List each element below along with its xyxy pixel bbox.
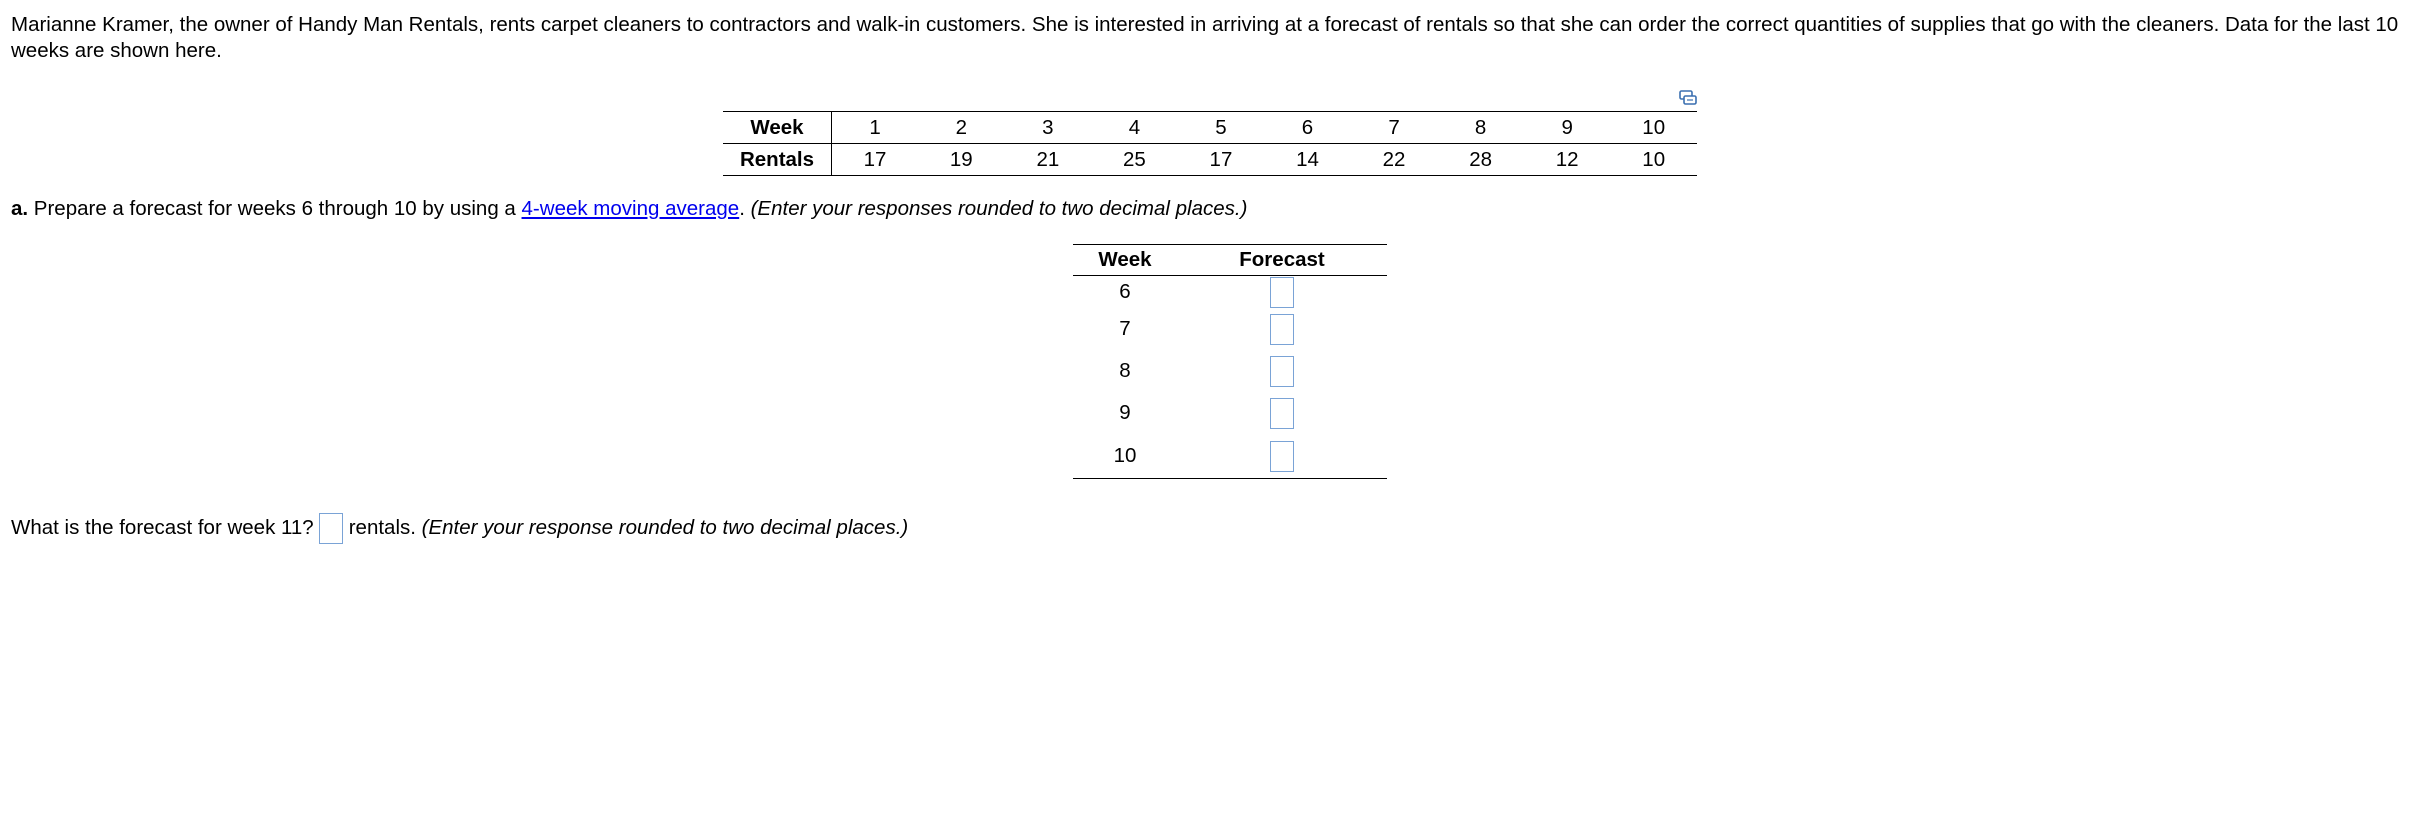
rentals-cell: 19 bbox=[918, 144, 1005, 176]
rentals-data-table bbox=[723, 111, 1697, 176]
moving-average-link[interactable]: 4-week moving average bbox=[521, 197, 740, 220]
week-11-question-text: What is the forecast for week 11? bbox=[11, 516, 314, 539]
forecast-week-header: Week bbox=[1073, 245, 1177, 276]
week-11-forecast-input[interactable] bbox=[319, 513, 343, 544]
part-a-text-after: . bbox=[739, 197, 751, 220]
part-a-instruction: (Enter your responses rounded to two decimal places.) bbox=[750, 197, 1248, 220]
forecast-week-cell: 9 bbox=[1119, 401, 1131, 424]
forecast-cell bbox=[1177, 392, 1387, 434]
week-11-question bbox=[11, 511, 908, 545]
table-row bbox=[1073, 392, 1387, 434]
forecast-week-cell: 8 bbox=[1119, 359, 1131, 382]
forecast-cell bbox=[1177, 434, 1387, 479]
part-a-label: a. bbox=[11, 197, 29, 220]
table-row bbox=[1073, 308, 1387, 350]
table-row bbox=[1073, 276, 1387, 309]
rentals-cell: 14 bbox=[1264, 144, 1351, 176]
rentals-cell: 22 bbox=[1351, 144, 1438, 176]
week-11-instruction: (Enter your response rounded to two decimal places.) bbox=[421, 516, 909, 539]
forecast-week-9-input[interactable] bbox=[1270, 398, 1294, 429]
forecast-week-cell: 7 bbox=[1119, 317, 1131, 340]
week-cell: 1 bbox=[832, 112, 919, 144]
forecast-week-6-input[interactable] bbox=[1270, 277, 1294, 308]
rentals-cell: 12 bbox=[1524, 144, 1611, 176]
part-a-question bbox=[11, 196, 1247, 222]
rentals-cell: 28 bbox=[1437, 144, 1524, 176]
table-row bbox=[1073, 434, 1387, 479]
forecast-week-cell: 10 bbox=[1073, 434, 1177, 479]
forecast-week-8-input[interactable] bbox=[1270, 356, 1294, 387]
forecast-week-7-input[interactable] bbox=[1270, 314, 1294, 345]
rentals-cell: 21 bbox=[1005, 144, 1092, 176]
copy-data-icon[interactable] bbox=[1679, 90, 1697, 106]
week-cell: 8 bbox=[1437, 112, 1524, 144]
rentals-cell: 10 bbox=[1610, 144, 1697, 176]
week-11-unit: rentals. bbox=[348, 516, 416, 539]
week-row bbox=[723, 112, 1697, 144]
week-cell: 4 bbox=[1091, 112, 1178, 144]
week-cell: 3 bbox=[1005, 112, 1092, 144]
forecast-week-cell: 6 bbox=[1119, 280, 1131, 303]
week-cell: 10 bbox=[1610, 112, 1697, 144]
week-cell: 5 bbox=[1178, 112, 1265, 144]
forecast-cell bbox=[1177, 350, 1387, 392]
week-cell: 9 bbox=[1524, 112, 1611, 144]
forecast-header-row bbox=[1073, 245, 1387, 276]
week-row-header: Week bbox=[723, 112, 832, 144]
table-row bbox=[1073, 350, 1387, 392]
week-cell: 6 bbox=[1264, 112, 1351, 144]
problem-intro: Marianne Kramer, the owner of Handy Man Rentals, rents carpet cleaners to contractors and walk-in customers. She is interested in arriving at a forecast of rentals so that she can order the correct quantities of supplies that go with the cleaners. Data for the last 10 weeks are shown here. bbox=[11, 13, 2399, 62]
rentals-cell: 17 bbox=[832, 144, 919, 176]
week-cell: 7 bbox=[1351, 112, 1438, 144]
rentals-cell: 17 bbox=[1178, 144, 1265, 176]
rentals-row bbox=[723, 144, 1697, 176]
forecast-table bbox=[1073, 244, 1387, 479]
part-a-text: Prepare a forecast for weeks 6 through 10 by using a bbox=[28, 197, 522, 220]
forecast-cell bbox=[1177, 308, 1387, 350]
rentals-cell: 25 bbox=[1091, 144, 1178, 176]
rentals-row-header: Rentals bbox=[723, 144, 832, 176]
forecast-value-header: Forecast bbox=[1177, 245, 1387, 276]
forecast-cell bbox=[1177, 276, 1387, 309]
forecast-week-10-input[interactable] bbox=[1270, 441, 1294, 472]
week-cell: 2 bbox=[918, 112, 1005, 144]
